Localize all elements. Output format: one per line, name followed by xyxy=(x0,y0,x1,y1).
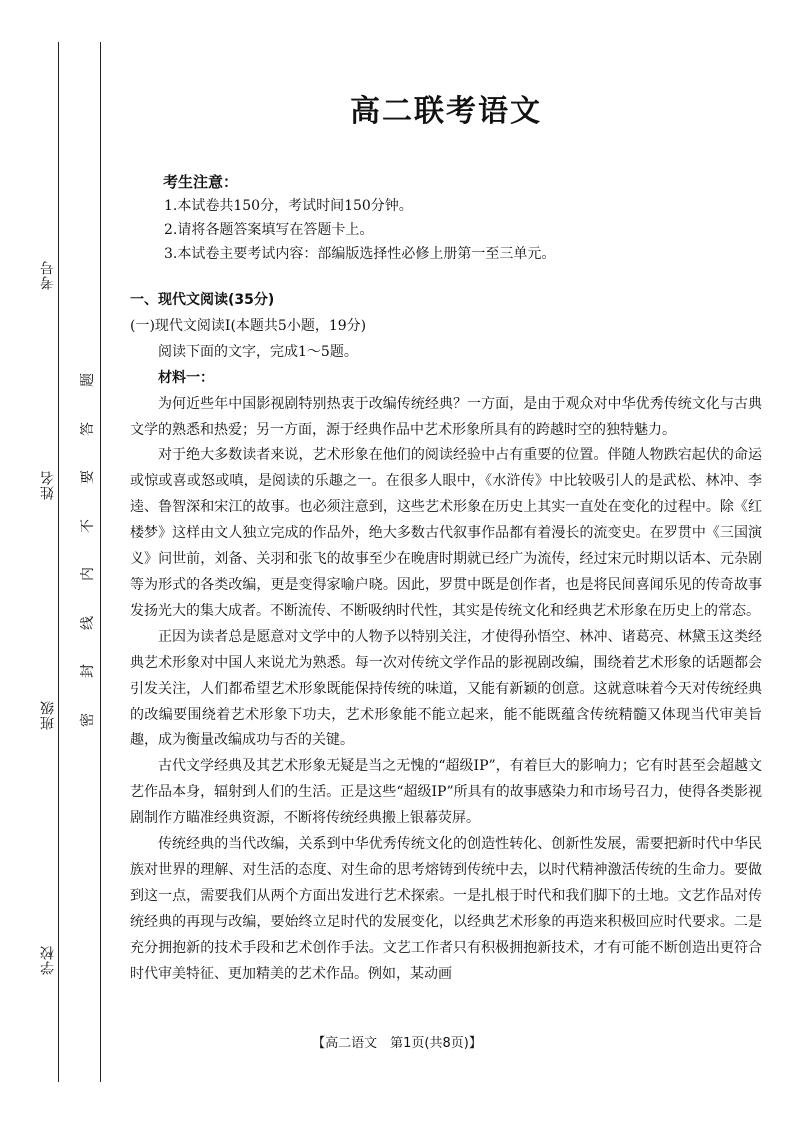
class-field xyxy=(38,700,58,730)
warning-char: 不 xyxy=(80,518,96,533)
page-title: 高二联考语文 xyxy=(350,94,542,129)
name-field xyxy=(38,470,58,500)
section-heading: 一、现代文阅读(35分) xyxy=(130,292,275,308)
exam-no-label: 考号 xyxy=(40,260,56,290)
sub-section-heading: (一)现代文阅读Ⅰ(本题共5小题，19分) xyxy=(130,317,367,334)
warning-char: 题 xyxy=(80,373,96,387)
warning-char: 封 xyxy=(80,664,96,679)
paragraph: 传统经典的当代改编，关系到中华优秀传统文化的创造性转化、创新性发展，需要把新时代中华民族对世界的理解、对生活的态度、对生命的思考熔铸到传统中去，以时代精神激活传统的生命力。要做到这一点，需要我们从两个方面出发进行艺术探索。一是扎根于时代和我们脚下的土地。文艺作品对传统经典的再现与改编，要始终立足时代的发展变化，以经典艺术形象的再造来积极回应时代要求。二是充分拥抱新的技术手段和艺术创作手法。文艺工作者只有积极拥抱新技术，才有可能不断创造出更符合时代审美特征、更加精美的艺术作品。例如，某动画 xyxy=(130,836,762,982)
warning-char: 内 xyxy=(80,567,96,582)
exam-no-field xyxy=(38,260,58,290)
seal-line-warning xyxy=(80,370,94,730)
paragraph: 正因为读者总是愿意对文学中的人物予以特别关注，才使得孙悟空、林冲、诸葛亮、林黛玉这类经典艺术形象对中国人来说尤为熟悉。每一次对传统文学作品的影视剧改编，围绕着艺术形象的话题都会引发关注，人们都希望艺术形象既能保持传统的味道，又能有新颖的创意。这就意味着今天对传统经典的改编要围绕着艺术形象下功夫，艺术形象能不能立起来，能不能既蕴含传统精髓又体现当代审美旨趣，成为衡量改编成功与否的关键。 xyxy=(130,628,762,749)
paragraph: 对于绝大多数读者来说，艺术形象在他们的阅读经验中占有重要的位置。伴随人物跌宕起伏的命运或惊或喜或怒或嗔，是阅读的乐趣之一。在很多人眼中，《水浒传》中比较吸引人的是武松、林冲、李逵、鲁智深和宋江的故事。也必须注意到，这些艺术形象在历史上其实一直处在变化的过程中。除《红楼梦》这样由文人独立完成的作品外，绝大多数古代叙事作品都有着漫长的流变史。在罗贯中《三国演义》问世前，刘备、关羽和张飞的故事至少在晚唐时期就已经广为流传，经过宋元时期以话本、元杂剧等为形式的各类改编，更是变得家喻户晓。因此，罗贯中既是创作者，也是将民间喜闻乐见的传奇故事发扬光大的集大成者。不断流传、不断吸纳时代性，其实是传统文化和经典艺术形象在历史上的常态。 xyxy=(130,447,762,619)
material-label: 材料一： xyxy=(158,369,214,386)
notice-heading: 考生注意： xyxy=(163,173,239,191)
warning-char: 答 xyxy=(80,421,96,436)
page-footer: 【高二语文 第1页(共8页)】 xyxy=(312,1036,482,1051)
binding-line-inner xyxy=(100,42,101,1082)
paragraph: 古代文学经典及其艺术形象无疑是当之无愧的“超级IP”，有着巨大的影响力；它有时甚至会超越文艺作品本身，辐射到人们的生活。正是这些“超级IP”所具有的故事感染力和市场号召力，使得各类影视剧制作方瞄准经典资源，不断将传统经典搬上银幕荧屏。 xyxy=(130,758,762,827)
notice-item: 2.请将各题答案填写在答题卡上。 xyxy=(164,222,374,238)
school-label: 学校 xyxy=(40,945,56,975)
notice-item: 1.本试卷共150分，考试时间150分钟。 xyxy=(164,198,413,214)
binding-margin xyxy=(0,0,110,1122)
paragraph: 为何近些年中国影视剧特别热衷于改编传统经典？一方面，是由于观众对中华优秀传统文化与古典文学的熟悉和热爱；另一方面，源于经典作品中艺术形象所具有的跨越时空的独特魅力。 xyxy=(130,395,762,438)
school-field xyxy=(38,945,58,975)
candidate-notice xyxy=(163,170,753,266)
class-label: 班级 xyxy=(40,700,56,730)
name-label: 姓名 xyxy=(40,470,56,500)
binding-line-outer xyxy=(58,42,59,1082)
warning-char: 线 xyxy=(80,615,96,630)
notice-item: 3.本试卷主要考试内容：部编版选择性必修上册第一至三单元。 xyxy=(164,246,556,262)
warning-char: 密 xyxy=(80,712,96,727)
reading-section xyxy=(130,288,762,987)
reading-instruction: 阅读下面的文字，完成1～5题。 xyxy=(158,343,358,360)
warning-char: 要 xyxy=(80,470,96,485)
